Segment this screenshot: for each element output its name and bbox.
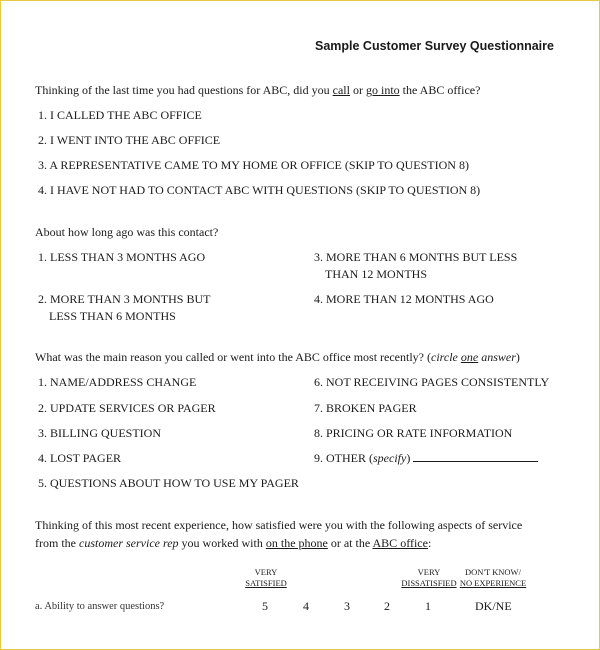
scale-very-dissatisfied-line1: VERY	[417, 567, 441, 577]
q3-other-prefix: 9. OTHER (	[314, 451, 373, 465]
q1-option[interactable]: 3. A REPRESENTATIVE CAME TO MY HOME OR OFFICE (SKIP TO QUESTION 8)	[38, 158, 469, 172]
q4-worked-with: you worked with	[178, 536, 266, 550]
q3-option[interactable]: 6. NOT RECEIVING PAGES CONSISTENTLY	[314, 375, 550, 389]
q3-option[interactable]: 3. BILLING QUESTION	[38, 426, 161, 440]
scale-very-dissatisfied-line2: DISSATISFIED	[401, 578, 457, 588]
scale-dont-know	[458, 567, 528, 589]
q3-other-suffix: )	[406, 451, 414, 465]
scale-very-satisfied-line1: VERY	[254, 567, 278, 577]
page-title: Sample Customer Survey Questionnaire	[315, 39, 554, 53]
q3-circle: circle	[431, 350, 461, 364]
question-1-text	[35, 82, 480, 99]
rating-4[interactable]: 4	[303, 599, 309, 613]
q3-answer: answer	[478, 350, 516, 364]
question-4-line2	[35, 535, 431, 552]
q2-option-3-line1[interactable]: 3. MORE THAN 6 MONTHS BUT LESS	[314, 250, 518, 264]
rating-2[interactable]: 2	[384, 599, 390, 613]
q4-from-the: from the	[35, 536, 79, 550]
q4-or-at: or at the	[327, 536, 373, 550]
question-4-line1: Thinking of this most recent experience, how satisfied were you with the following aspects of service	[35, 518, 523, 532]
q3-one: one	[460, 350, 479, 364]
rating-dk-ne[interactable]: DK/NE	[475, 599, 512, 613]
q2-option-1[interactable]: 1. LESS THAN 3 MONTHS AGO	[38, 250, 206, 264]
q2-option-3-line2[interactable]: THAN 12 MONTHS	[325, 267, 427, 281]
scale-very-satisfied-line2: SATISFIED	[245, 578, 287, 588]
other-specify-blank[interactable]	[413, 450, 538, 462]
q3-option-other[interactable]	[314, 450, 538, 467]
scale-dont-know-line1: DON'T KNOW/	[465, 567, 521, 577]
q1-go-into: go into	[365, 83, 400, 97]
q1-call: call	[332, 83, 350, 97]
rating-1[interactable]: 1	[425, 599, 431, 613]
q3-option[interactable]: 7. BROKEN PAGER	[314, 401, 417, 415]
q1-option[interactable]: 1. I CALLED THE ABC OFFICE	[38, 108, 202, 122]
q3-option[interactable]: 8. PRICING OR RATE INFORMATION	[314, 426, 513, 440]
q3-option[interactable]: 4. LOST PAGER	[38, 451, 122, 465]
scale-very-dissatisfied	[401, 567, 457, 589]
q2-option-4[interactable]: 4. MORE THAN 12 MONTHS AGO	[314, 292, 494, 306]
q4-colon: :	[427, 536, 432, 550]
q3-option[interactable]: 1. NAME/ADDRESS CHANGE	[38, 375, 197, 389]
q1-suffix: the ABC office?	[399, 83, 481, 97]
q3-suffix: )	[515, 350, 520, 364]
q1-prefix: Thinking of the last time you had questions for ABC, did you	[35, 83, 333, 97]
q3-option[interactable]: 5. QUESTIONS ABOUT HOW TO USE MY PAGER	[38, 476, 299, 490]
question-3-text	[35, 349, 520, 366]
scale-very-satisfied	[244, 567, 288, 589]
q4-rep: customer service rep	[79, 536, 179, 550]
q2-option-2-line2[interactable]: LESS THAN 6 MONTHS	[49, 309, 176, 323]
q3-other-specify: specify	[373, 451, 407, 465]
q3-prefix: What was the main reason you called or went into the ABC office most recently? (	[35, 350, 431, 364]
rating-3[interactable]: 3	[344, 599, 350, 613]
q1-option[interactable]: 4. I HAVE NOT HAD TO CONTACT ABC WITH QUESTIONS (SKIP TO QUESTION 8)	[38, 183, 481, 197]
row-a-label: a. Ability to answer questions?	[35, 601, 165, 612]
q3-option[interactable]: 2. UPDATE SERVICES OR PAGER	[38, 401, 216, 415]
rating-5[interactable]: 5	[262, 599, 268, 613]
q1-or: or	[349, 83, 366, 97]
q4-phone: on the phone	[265, 536, 328, 550]
q2-option-2-line1[interactable]: 2. MORE THAN 3 MONTHS BUT	[38, 292, 211, 306]
question-2-text: About how long ago was this contact?	[35, 225, 219, 239]
q4-office: ABC office	[372, 536, 428, 550]
scale-dont-know-line2: NO EXPERIENCE	[459, 578, 527, 588]
q1-option[interactable]: 2. I WENT INTO THE ABC OFFICE	[38, 133, 221, 147]
